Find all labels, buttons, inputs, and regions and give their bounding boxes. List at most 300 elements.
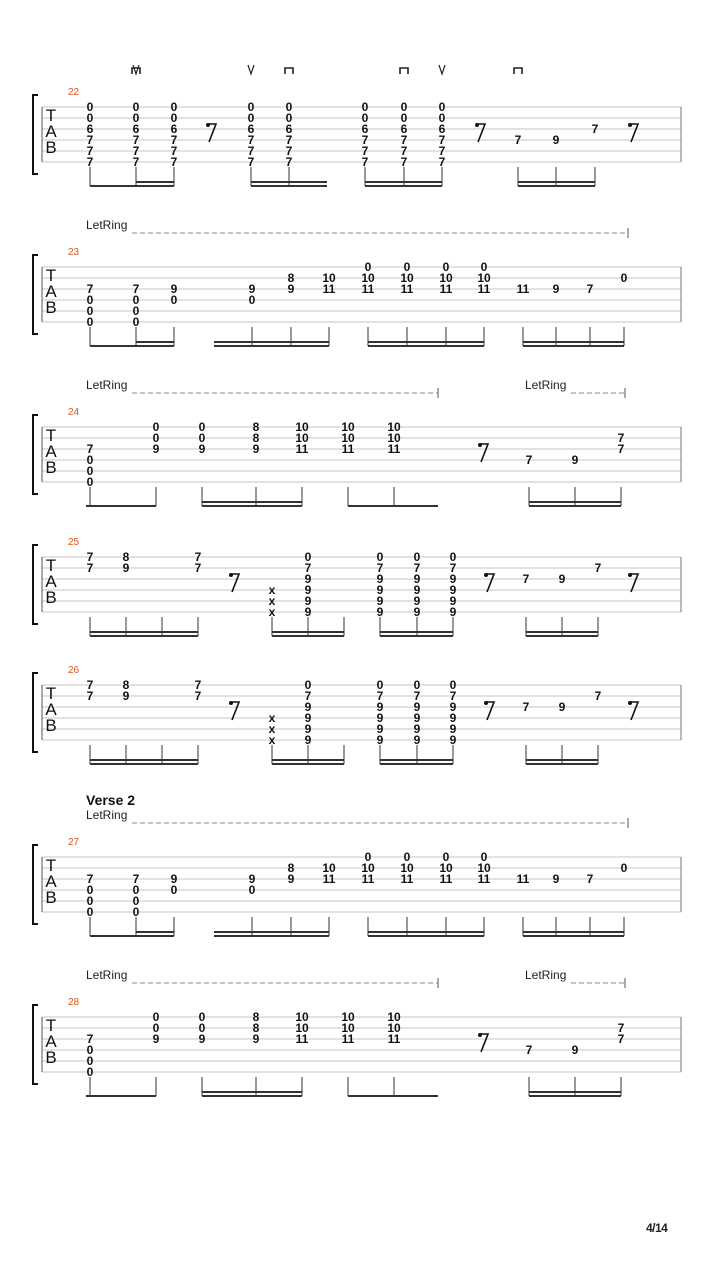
fret-number: 9 <box>170 872 178 886</box>
pick-down-icon <box>400 68 408 74</box>
tab-clef-letter: T <box>45 106 57 125</box>
fret-number: 0 <box>364 850 372 864</box>
fret-number: 9 <box>287 282 295 296</box>
fret-number: 8 <box>122 678 130 692</box>
fret-number: 9 <box>376 711 384 725</box>
fret-number: 0 <box>198 1010 206 1024</box>
fret-number: 0 <box>400 111 408 125</box>
page-number: 4/14 <box>646 1221 668 1235</box>
fret-number: 10 <box>387 1010 401 1024</box>
fret-number: 7 <box>86 282 94 296</box>
fret-number: 9 <box>198 1032 206 1046</box>
fret-number: 0 <box>86 894 94 908</box>
fret-number: 9 <box>558 572 566 586</box>
fret-number: 7 <box>438 133 446 147</box>
fret-number: 9 <box>413 572 421 586</box>
fret-number: 10 <box>400 271 414 285</box>
fret-number: 0 <box>480 260 488 274</box>
fret-number: 10 <box>341 420 355 434</box>
fret-number: 11 <box>322 282 336 296</box>
fret-number: 0 <box>247 111 255 125</box>
fret-number: 10 <box>387 431 401 445</box>
fret-number: 7 <box>594 561 602 575</box>
measure-number: 23 <box>68 247 80 258</box>
fret-number: 7 <box>194 678 202 692</box>
fret-number: 7 <box>285 144 293 158</box>
fret-number: 9 <box>304 605 312 619</box>
fret-number: 6 <box>361 122 369 136</box>
fret-number: 11 <box>477 872 491 886</box>
fret-number: 6 <box>132 122 140 136</box>
fret-number: 6 <box>400 122 408 136</box>
fret-number: 0 <box>86 475 94 489</box>
fret-number: 6 <box>285 122 293 136</box>
tab-clef-letter: A <box>45 872 57 891</box>
fret-number: 9 <box>152 442 160 456</box>
fret-number: 9 <box>449 594 457 608</box>
system-bracket <box>33 845 38 924</box>
fret-number: 0 <box>247 100 255 114</box>
measure-number: 28 <box>68 997 80 1008</box>
fret-number: 0 <box>449 550 457 564</box>
fret-number: 0 <box>449 678 457 692</box>
pick-down-icon <box>514 68 522 74</box>
fret-number: 11 <box>400 872 414 886</box>
fret-number: 9 <box>376 700 384 714</box>
fret-number: 7 <box>361 155 369 169</box>
pick-up-icon <box>133 65 139 74</box>
tab-clef-letter: B <box>45 1048 57 1067</box>
fret-number: 7 <box>86 550 94 564</box>
fret-number: 11 <box>400 282 414 296</box>
fret-number: 6 <box>86 122 94 136</box>
fret-number: 7 <box>591 122 599 136</box>
fret-number: 7 <box>170 155 178 169</box>
tab-clef-letter: T <box>45 684 57 703</box>
tab-clef-letter: A <box>45 1032 57 1051</box>
measure-number: 27 <box>68 837 80 848</box>
fret-number: 0 <box>198 1021 206 1035</box>
fret-number: 7 <box>247 155 255 169</box>
fret-number: 0 <box>304 550 312 564</box>
fret-number: 9 <box>304 572 312 586</box>
fret-number: 7 <box>522 700 530 714</box>
rest-dot <box>628 573 632 577</box>
sixteenth-rest-icon <box>231 574 239 592</box>
fret-number: 0 <box>170 100 178 114</box>
tab-clef-letter: B <box>45 458 57 477</box>
rest-dot <box>484 701 488 705</box>
fret-number: 6 <box>170 122 178 136</box>
rest-dot <box>628 123 632 127</box>
fret-number: 0 <box>170 111 178 125</box>
fret-number: 0 <box>132 111 140 125</box>
fret-number: x <box>268 711 276 725</box>
fret-number: 7 <box>449 689 457 703</box>
fret-number: 10 <box>387 420 401 434</box>
fret-number: 0 <box>152 1010 160 1024</box>
let-ring-label: LetRing <box>525 968 567 982</box>
fret-number: 7 <box>514 133 522 147</box>
fret-number: 0 <box>403 260 411 274</box>
fret-number: 7 <box>86 678 94 692</box>
fret-number: 7 <box>194 561 202 575</box>
fret-number: 0 <box>86 1065 94 1079</box>
fret-number: 9 <box>413 733 421 747</box>
fret-number: 9 <box>304 594 312 608</box>
fret-number: 7 <box>132 144 140 158</box>
pick-down-icon <box>285 68 293 74</box>
fret-number: 0 <box>248 883 256 897</box>
fret-number: 0 <box>132 100 140 114</box>
fret-number: 10 <box>341 1010 355 1024</box>
fret-number: 0 <box>132 883 140 897</box>
fret-number: 9 <box>552 133 560 147</box>
fret-number: 7 <box>361 133 369 147</box>
fret-number: 7 <box>304 689 312 703</box>
let-ring-label: LetRing <box>86 968 128 982</box>
fret-number: 9 <box>376 733 384 747</box>
fret-number: 7 <box>132 282 140 296</box>
fret-number: 0 <box>403 850 411 864</box>
fret-number: 9 <box>248 282 256 296</box>
fret-number: 8 <box>122 550 130 564</box>
rest-dot <box>484 573 488 577</box>
system-bracket <box>33 673 38 752</box>
fret-number: x <box>268 722 276 736</box>
section-label: Verse 2 <box>86 792 136 808</box>
rest-dot <box>478 443 482 447</box>
fret-number: 9 <box>558 700 566 714</box>
fret-number: 9 <box>413 583 421 597</box>
fret-number: 7 <box>376 689 384 703</box>
measure-number: 22 <box>68 87 80 98</box>
fret-number: 9 <box>304 722 312 736</box>
fret-number: 7 <box>617 1021 625 1035</box>
fret-number: 9 <box>552 872 560 886</box>
fret-number: 8 <box>252 420 260 434</box>
tab-clef-letter: T <box>45 556 57 575</box>
fret-number: 8 <box>287 271 295 285</box>
fret-number: 7 <box>400 133 408 147</box>
pick-up-icon <box>248 65 254 74</box>
fret-number: 10 <box>322 271 336 285</box>
fret-number: 0 <box>376 678 384 692</box>
tab-clef-letter: B <box>45 716 57 735</box>
fret-number: 7 <box>247 144 255 158</box>
fret-number: 0 <box>170 883 178 897</box>
fret-number: 9 <box>413 594 421 608</box>
measure-number: 26 <box>68 665 80 676</box>
fret-number: 10 <box>341 431 355 445</box>
fret-number: 0 <box>285 111 293 125</box>
fret-number: 11 <box>439 282 453 296</box>
fret-number: 9 <box>376 605 384 619</box>
fret-number: 10 <box>295 420 309 434</box>
sixteenth-rest-icon <box>480 444 488 462</box>
tab-clef-letter: A <box>45 572 57 591</box>
fret-number: 7 <box>617 431 625 445</box>
let-ring-label: LetRing <box>86 218 128 232</box>
fret-number: 9 <box>198 442 206 456</box>
fret-number: 11 <box>361 282 375 296</box>
fret-number: 0 <box>442 260 450 274</box>
fret-number: x <box>268 583 276 597</box>
fret-number: 9 <box>413 711 421 725</box>
rest-dot <box>475 123 479 127</box>
rest-dot <box>229 701 233 705</box>
fret-number: 9 <box>449 733 457 747</box>
tab-clef-letter: T <box>45 856 57 875</box>
fret-number: 7 <box>438 155 446 169</box>
fret-number: 0 <box>438 100 446 114</box>
fret-number: 0 <box>364 260 372 274</box>
fret-number: x <box>268 733 276 747</box>
fret-number: 7 <box>586 282 594 296</box>
fret-number: 7 <box>86 872 94 886</box>
fret-number: 7 <box>285 155 293 169</box>
fret-number: 0 <box>86 100 94 114</box>
fret-number: 10 <box>295 1021 309 1035</box>
fret-number: 7 <box>86 442 94 456</box>
system-bracket <box>33 255 38 334</box>
fret-number: 10 <box>439 861 453 875</box>
fret-number: 0 <box>480 850 488 864</box>
fret-number: 11 <box>516 282 530 296</box>
fret-number: 7 <box>522 572 530 586</box>
system-bracket <box>33 545 38 624</box>
fret-number: 7 <box>617 1032 625 1046</box>
fret-number: 10 <box>361 271 375 285</box>
fret-number: 0 <box>132 293 140 307</box>
fret-number: 9 <box>449 583 457 597</box>
fret-number: 7 <box>86 1032 94 1046</box>
fret-number: 7 <box>400 155 408 169</box>
fret-number: 7 <box>586 872 594 886</box>
tab-clef-letter: A <box>45 282 57 301</box>
fret-number: 9 <box>304 733 312 747</box>
measure-number: 24 <box>68 407 80 418</box>
fret-number: 7 <box>361 144 369 158</box>
fret-number: 10 <box>361 861 375 875</box>
tab-clef-letter: A <box>45 122 57 141</box>
fret-number: 7 <box>285 133 293 147</box>
fret-number: 10 <box>439 271 453 285</box>
sixteenth-rest-icon <box>630 574 638 592</box>
tab-clef-letter: T <box>45 1016 57 1035</box>
fret-number: 9 <box>552 282 560 296</box>
fret-number: 0 <box>248 293 256 307</box>
fret-number: 11 <box>322 872 336 886</box>
fret-number: 10 <box>341 1021 355 1035</box>
sixteenth-rest-icon <box>630 702 638 720</box>
fret-number: 0 <box>304 678 312 692</box>
fret-number: 9 <box>376 583 384 597</box>
fret-number: 9 <box>170 282 178 296</box>
fret-number: 7 <box>132 872 140 886</box>
fret-number: 11 <box>387 1032 401 1046</box>
fret-number: 11 <box>341 1032 355 1046</box>
fret-number: 0 <box>438 111 446 125</box>
fret-number: 7 <box>413 561 421 575</box>
fret-number: 9 <box>376 572 384 586</box>
let-ring-label: LetRing <box>86 808 128 822</box>
sixteenth-rest-icon <box>486 574 494 592</box>
fret-number: 7 <box>594 689 602 703</box>
fret-number: 11 <box>295 1032 309 1046</box>
fret-number: 0 <box>86 905 94 919</box>
fret-number: 0 <box>132 905 140 919</box>
fret-number: 0 <box>132 894 140 908</box>
tab-clef-letter: T <box>45 266 57 285</box>
fret-number: 10 <box>295 1010 309 1024</box>
fret-number: 0 <box>198 431 206 445</box>
fret-number: 10 <box>295 431 309 445</box>
tab-clef-letter: A <box>45 700 57 719</box>
fret-number: 7 <box>413 689 421 703</box>
measure-number: 25 <box>68 537 80 548</box>
fret-number: 9 <box>152 1032 160 1046</box>
fret-number: 10 <box>477 271 491 285</box>
rest-dot <box>206 123 210 127</box>
fret-number: 0 <box>376 550 384 564</box>
fret-number: 9 <box>304 700 312 714</box>
tab-clef-letter: A <box>45 442 57 461</box>
fret-number: 9 <box>122 689 130 703</box>
fret-number: 11 <box>387 442 401 456</box>
fret-number: 7 <box>132 133 140 147</box>
rest-dot <box>229 573 233 577</box>
fret-number: 0 <box>86 111 94 125</box>
sixteenth-rest-icon <box>630 124 638 142</box>
fret-number: 0 <box>86 315 94 329</box>
fret-number: 9 <box>376 594 384 608</box>
fret-number: 9 <box>449 605 457 619</box>
fret-number: 10 <box>387 1021 401 1035</box>
fret-number: 0 <box>86 304 94 318</box>
fret-number: 9 <box>413 700 421 714</box>
fret-number: 9 <box>376 722 384 736</box>
fret-number: 9 <box>287 872 295 886</box>
fret-number: 0 <box>86 883 94 897</box>
fret-number: 9 <box>449 722 457 736</box>
fret-number: 7 <box>376 561 384 575</box>
fret-number: 9 <box>413 722 421 736</box>
fret-number: 0 <box>152 431 160 445</box>
fret-number: 7 <box>194 550 202 564</box>
fret-number: 0 <box>152 420 160 434</box>
tab-clef-letter: B <box>45 588 57 607</box>
pick-up-icon <box>439 65 445 74</box>
fret-number: 8 <box>287 861 295 875</box>
fret-number: 0 <box>86 453 94 467</box>
fret-number: 9 <box>571 1043 579 1057</box>
fret-number: x <box>268 594 276 608</box>
sixteenth-rest-icon <box>486 702 494 720</box>
fret-number: 0 <box>86 464 94 478</box>
fret-number: x <box>268 605 276 619</box>
system-bracket <box>33 1005 38 1084</box>
fret-number: 9 <box>252 442 260 456</box>
fret-number: 0 <box>442 850 450 864</box>
fret-number: 9 <box>413 605 421 619</box>
tab-clef-letter: B <box>45 888 57 907</box>
fret-number: 11 <box>361 872 375 886</box>
fret-number: 7 <box>617 442 625 456</box>
fret-number: 0 <box>620 861 628 875</box>
fret-number: 9 <box>449 700 457 714</box>
fret-number: 0 <box>170 293 178 307</box>
fret-number: 7 <box>525 1043 533 1057</box>
fret-number: 9 <box>248 872 256 886</box>
fret-number: 0 <box>413 678 421 692</box>
fret-number: 7 <box>525 453 533 467</box>
let-ring-label: LetRing <box>525 378 567 392</box>
fret-number: 11 <box>295 442 309 456</box>
fret-number: 7 <box>86 144 94 158</box>
fret-number: 10 <box>400 861 414 875</box>
fret-number: 8 <box>252 1010 260 1024</box>
let-ring-label: LetRing <box>86 378 128 392</box>
tab-clef-letter: B <box>45 138 57 157</box>
fret-number: 0 <box>620 271 628 285</box>
fret-number: 0 <box>86 1043 94 1057</box>
fret-number: 7 <box>438 144 446 158</box>
fret-number: 7 <box>170 144 178 158</box>
fret-number: 0 <box>400 100 408 114</box>
fret-number: 11 <box>439 872 453 886</box>
fret-number: 0 <box>361 111 369 125</box>
fret-number: 7 <box>400 144 408 158</box>
fret-number: 0 <box>413 550 421 564</box>
fret-number: 7 <box>132 155 140 169</box>
fret-number: 10 <box>477 861 491 875</box>
fret-number: 0 <box>132 315 140 329</box>
sixteenth-rest-icon <box>480 1034 488 1052</box>
fret-number: 7 <box>86 155 94 169</box>
fret-number: 11 <box>341 442 355 456</box>
fret-number: 0 <box>86 1054 94 1068</box>
fret-number: 7 <box>449 561 457 575</box>
rest-dot <box>478 1033 482 1037</box>
fret-number: 9 <box>571 453 579 467</box>
fret-number: 0 <box>198 420 206 434</box>
sixteenth-rest-icon <box>208 124 216 142</box>
tab-clef-letter: B <box>45 298 57 317</box>
fret-number: 7 <box>86 561 94 575</box>
rest-dot <box>628 701 632 705</box>
fret-number: 0 <box>86 293 94 307</box>
sixteenth-rest-icon <box>231 702 239 720</box>
fret-number: 9 <box>122 561 130 575</box>
fret-number: 11 <box>477 282 491 296</box>
fret-number: 8 <box>252 431 260 445</box>
fret-number: 10 <box>322 861 336 875</box>
fret-number: 7 <box>86 133 94 147</box>
fret-number: 6 <box>438 122 446 136</box>
fret-number: 0 <box>285 100 293 114</box>
fret-number: 9 <box>304 711 312 725</box>
fret-number: 6 <box>247 122 255 136</box>
fret-number: 9 <box>449 572 457 586</box>
system-bracket <box>33 415 38 494</box>
fret-number: 7 <box>304 561 312 575</box>
fret-number: 7 <box>194 689 202 703</box>
fret-number: 0 <box>132 304 140 318</box>
fret-number: 9 <box>449 711 457 725</box>
fret-number: 0 <box>152 1021 160 1035</box>
fret-number: 11 <box>516 872 530 886</box>
